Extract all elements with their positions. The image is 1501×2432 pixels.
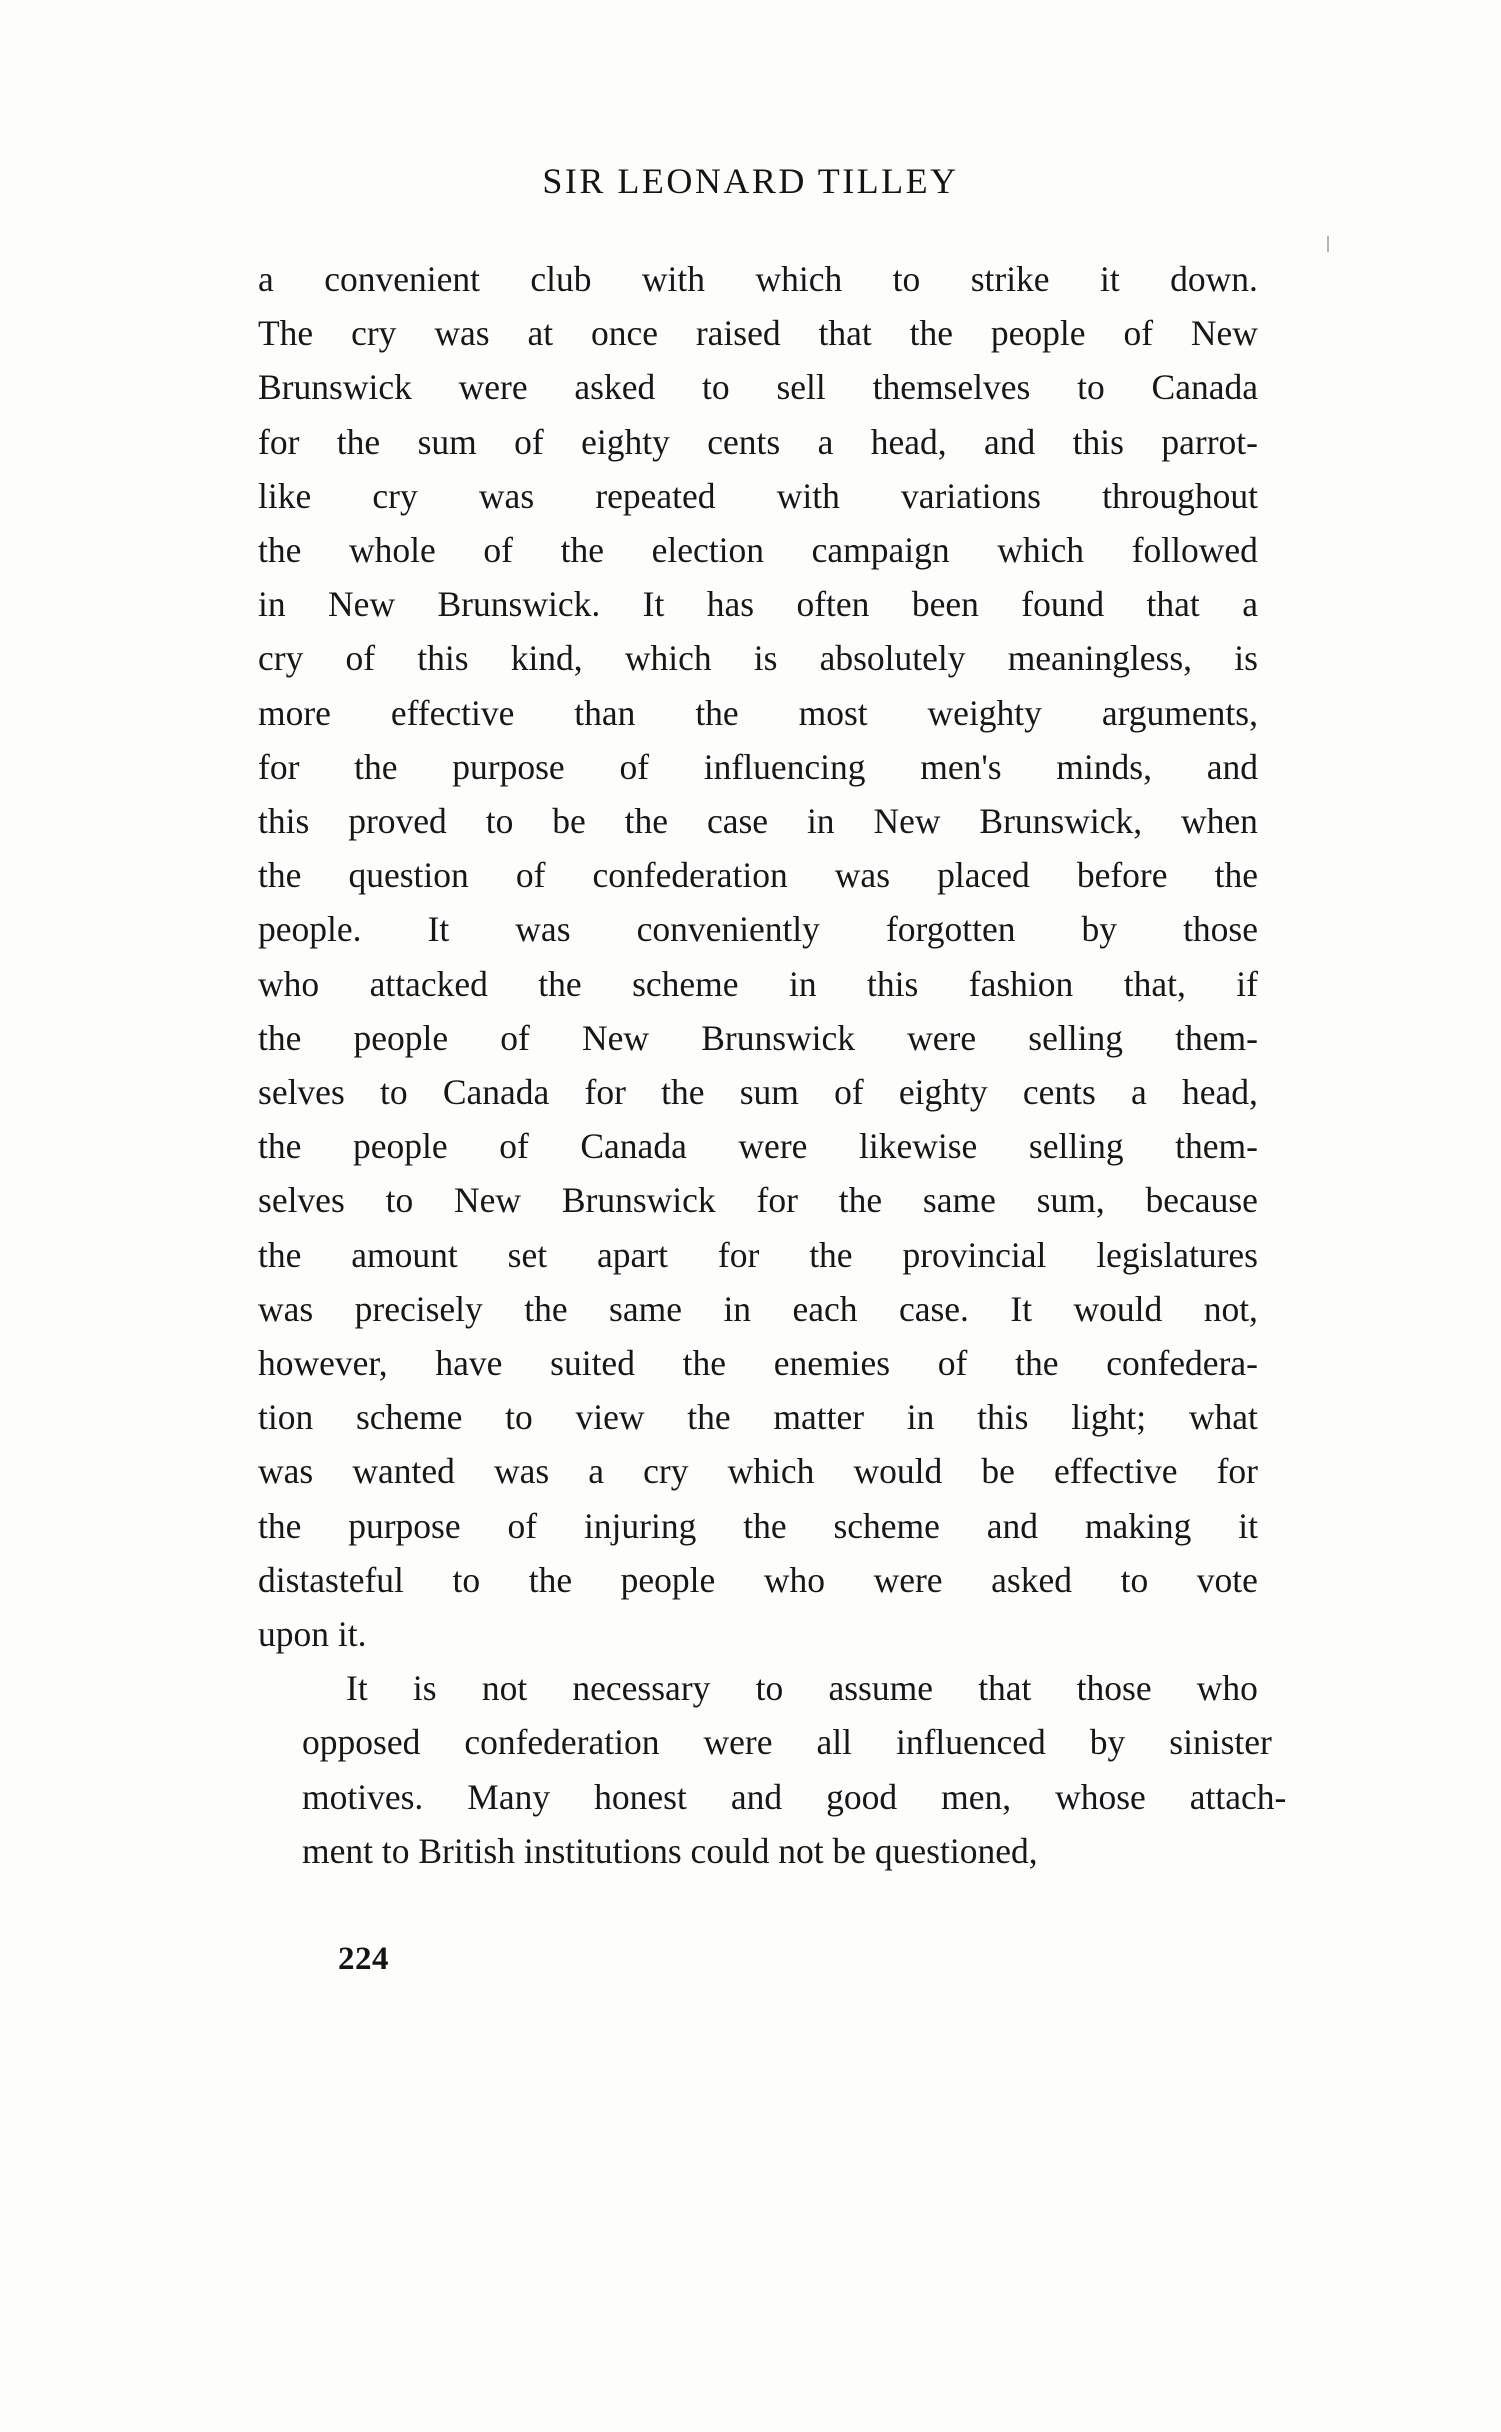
word: vote <box>1196 1559 1258 1600</box>
word: New <box>454 1180 522 1221</box>
word: light; <box>1071 1397 1147 1438</box>
word: Canada <box>1151 367 1258 408</box>
word: when <box>1181 801 1258 842</box>
word: the <box>1015 1343 1059 1384</box>
word: be <box>981 1451 1015 1492</box>
word: the <box>695 692 739 733</box>
text-line <box>258 957 1258 1011</box>
text-line <box>258 1336 1258 1390</box>
word: raised <box>695 313 781 354</box>
text-line <box>258 794 1258 848</box>
word: cry <box>372 475 418 516</box>
word: club <box>530 259 592 299</box>
word: the <box>258 855 302 896</box>
word: in <box>906 1397 935 1438</box>
word: influenced <box>895 1722 1046 1763</box>
page-number: 224 <box>338 1941 389 1977</box>
word: good <box>826 1776 898 1817</box>
word: of <box>937 1343 968 1384</box>
word: Brunswick <box>701 1017 856 1058</box>
word: opposed <box>302 1722 421 1763</box>
word: was <box>515 909 571 950</box>
word: to <box>1077 367 1105 408</box>
word: which <box>624 638 712 679</box>
word: people. <box>258 909 362 950</box>
word: down. <box>1170 259 1258 299</box>
word: influencing <box>703 746 866 787</box>
word: absolutely <box>819 638 966 679</box>
word: the <box>1214 855 1258 896</box>
word: which <box>727 1451 815 1492</box>
word: and <box>986 1505 1039 1546</box>
word: often <box>796 584 870 625</box>
word: the <box>538 963 582 1004</box>
word: set <box>507 1234 548 1275</box>
word: the <box>258 1017 302 1058</box>
word: by <box>1089 1722 1126 1763</box>
word: of <box>507 1505 538 1546</box>
word: weighty <box>927 692 1042 733</box>
word: for <box>756 1180 798 1221</box>
text-line <box>258 848 1258 902</box>
word: the <box>258 1234 302 1275</box>
word: conveniently <box>636 909 820 950</box>
word: Canada <box>442 1072 550 1113</box>
word: more <box>258 692 331 733</box>
word: distasteful <box>258 1559 404 1600</box>
word: same <box>609 1288 682 1329</box>
word: men, <box>941 1776 1012 1817</box>
word: for <box>258 421 300 462</box>
word: whole <box>349 530 436 571</box>
word: confederation <box>464 1722 660 1763</box>
text-line <box>258 1553 1258 1607</box>
word: sell <box>776 367 826 408</box>
text-line <box>258 1390 1258 1444</box>
word: them- <box>1175 1017 1258 1058</box>
text-line <box>258 1119 1258 1173</box>
word: case <box>706 801 769 842</box>
text-line <box>258 306 1258 360</box>
word: is <box>1234 638 1258 679</box>
word: enemies <box>773 1343 891 1384</box>
word: to <box>1120 1559 1149 1600</box>
word: cry <box>351 313 397 354</box>
word: people <box>352 1126 448 1167</box>
word: purpose <box>348 1505 461 1546</box>
word: and <box>730 1776 783 1817</box>
word: with <box>776 475 840 516</box>
word: men's <box>920 746 1002 787</box>
word: were <box>703 1722 773 1763</box>
word: that, <box>1123 963 1186 1004</box>
word: selling <box>1028 1126 1124 1167</box>
word: the <box>524 1288 568 1329</box>
word: were <box>907 1017 977 1058</box>
word: campaign <box>811 530 950 571</box>
word: motives. <box>302 1776 424 1817</box>
word: people <box>990 313 1086 354</box>
word: was <box>834 855 891 896</box>
paragraph-2 <box>258 1661 1287 1878</box>
word: if <box>1236 963 1258 1004</box>
text-line <box>258 631 1258 685</box>
word: tion <box>258 1397 314 1438</box>
word: the <box>560 530 605 571</box>
word: to <box>755 1668 784 1709</box>
word: the <box>682 1343 727 1384</box>
word: of <box>515 855 546 896</box>
word: asked <box>574 367 656 408</box>
word: which <box>997 530 1085 571</box>
word: is <box>753 638 778 679</box>
word: precisely <box>354 1288 483 1329</box>
word: in <box>723 1288 752 1329</box>
word: of <box>500 1017 530 1058</box>
word: the <box>528 1559 573 1600</box>
word: meaningless, <box>1007 638 1193 679</box>
word: than <box>574 692 636 733</box>
word: sum <box>417 421 477 462</box>
word: the <box>336 421 381 462</box>
word: to <box>702 367 730 408</box>
word: sum <box>739 1072 799 1113</box>
word: which <box>755 259 843 299</box>
word: once <box>590 313 658 354</box>
word: be <box>552 801 586 842</box>
word: head, <box>1182 1072 1258 1113</box>
word: view <box>575 1397 645 1438</box>
text-line <box>258 686 1258 740</box>
word: not, <box>1203 1288 1258 1329</box>
word: of <box>619 746 650 787</box>
word: this <box>417 638 469 679</box>
word: in <box>258 584 286 625</box>
word: whose <box>1055 1776 1146 1817</box>
word: it <box>1099 259 1120 299</box>
word: New <box>1190 313 1258 354</box>
word: provincial <box>902 1234 1047 1275</box>
word: It <box>427 909 450 950</box>
word: has <box>706 584 755 625</box>
word: that <box>1146 584 1200 625</box>
word: variations <box>901 475 1041 516</box>
word: sinister <box>1169 1722 1272 1763</box>
word: fashion <box>968 963 1074 1004</box>
word: most <box>798 692 868 733</box>
word: however, <box>258 1343 388 1384</box>
word: like <box>258 475 312 516</box>
word: because <box>1145 1180 1258 1221</box>
word: strike <box>970 259 1050 299</box>
word: It <box>642 584 665 625</box>
page-folio <box>258 1941 1258 1978</box>
word: same <box>922 1180 996 1221</box>
word: New <box>582 1017 650 1058</box>
word: were <box>873 1559 943 1600</box>
word: purpose <box>452 746 565 787</box>
word: eighty <box>898 1072 988 1113</box>
word: been <box>911 584 979 625</box>
word: this <box>867 963 919 1004</box>
word: scheme <box>632 963 739 1004</box>
word: in <box>806 801 835 842</box>
text-line <box>258 1228 1258 1282</box>
word: who <box>258 963 320 1004</box>
word: The <box>258 313 314 354</box>
word: New <box>328 584 396 625</box>
word: the <box>661 1072 705 1113</box>
word: parrot- <box>1161 421 1258 462</box>
word: a <box>258 259 274 299</box>
word: the <box>687 1397 731 1438</box>
word: head, <box>870 421 947 462</box>
word: throughout <box>1102 475 1258 516</box>
word: for <box>258 746 300 787</box>
word: scheme <box>355 1397 463 1438</box>
word: the <box>258 1126 302 1167</box>
text-line <box>258 1770 1287 1824</box>
word: amount <box>351 1234 458 1275</box>
word: cents <box>707 421 781 462</box>
word: the <box>624 801 669 842</box>
word: the <box>743 1505 787 1546</box>
word: suited <box>550 1343 635 1384</box>
word: not <box>481 1668 528 1709</box>
word: that <box>818 313 872 354</box>
word: were <box>458 367 528 408</box>
word: followed <box>1131 530 1258 571</box>
word: found <box>1021 584 1105 625</box>
word: of <box>1123 313 1154 354</box>
word: It <box>1010 1288 1033 1329</box>
text-line <box>258 523 1258 577</box>
word: eighty <box>581 421 670 462</box>
word: is <box>412 1668 437 1709</box>
word: effective <box>390 692 515 733</box>
word: this <box>977 1397 1029 1438</box>
word: question <box>348 855 469 896</box>
word: of <box>499 1126 529 1167</box>
word: the <box>909 313 954 354</box>
word: case. <box>898 1288 969 1329</box>
word: the <box>258 1505 302 1546</box>
word: of <box>483 530 513 571</box>
word: each <box>792 1288 858 1329</box>
word: was <box>434 313 490 354</box>
word: legislatures <box>1096 1234 1258 1275</box>
word: Brunswick <box>258 367 412 408</box>
word: selves <box>258 1180 345 1221</box>
word: placed <box>937 855 1030 896</box>
word: cry <box>643 1451 689 1492</box>
word: repeated <box>595 475 716 516</box>
word: a <box>1242 584 1258 625</box>
word: cry <box>258 638 304 679</box>
word: to <box>892 259 921 299</box>
paragraph-1 <box>258 252 1258 1661</box>
word: in <box>788 963 817 1004</box>
word: a <box>817 421 834 462</box>
word: people <box>353 1017 449 1058</box>
word: cents <box>1022 1072 1096 1113</box>
word: It <box>346 1668 368 1709</box>
word: with <box>641 259 706 299</box>
word: arguments, <box>1101 692 1258 733</box>
word: was <box>258 1288 314 1329</box>
word: of <box>834 1072 864 1113</box>
text-line <box>258 1444 1258 1498</box>
word: was <box>493 1451 550 1492</box>
text-line <box>258 902 1258 956</box>
word: minds, <box>1056 746 1152 787</box>
text-line <box>258 1173 1258 1227</box>
word: themselves <box>872 367 1031 408</box>
word: people <box>620 1559 716 1600</box>
text-line <box>258 740 1258 794</box>
word: forgotten <box>885 909 1016 950</box>
word: who <box>1196 1668 1258 1709</box>
text-line <box>258 252 1258 306</box>
word: for <box>717 1234 760 1275</box>
word: of <box>345 638 376 679</box>
text-line: ment to British institutions could not be questioned, <box>302 1830 1038 1871</box>
word: making <box>1084 1505 1192 1546</box>
word: a <box>1131 1072 1147 1113</box>
page-edge-mark <box>1327 236 1329 252</box>
word: confedera- <box>1106 1343 1258 1384</box>
word: scheme <box>833 1505 940 1546</box>
word: selling <box>1028 1017 1123 1058</box>
word: a <box>588 1451 605 1492</box>
word: attach- <box>1189 1776 1287 1817</box>
word: to <box>505 1397 533 1438</box>
word: those <box>1076 1668 1152 1709</box>
word: those <box>1183 909 1258 950</box>
word: confederation <box>592 855 788 896</box>
word: have <box>435 1343 503 1384</box>
word: convenient <box>324 259 480 299</box>
word: who <box>763 1559 826 1600</box>
text-line <box>258 1715 1272 1769</box>
text-line <box>258 577 1258 631</box>
word: election <box>651 530 765 571</box>
word: the <box>809 1234 853 1275</box>
text-line: upon it. <box>258 1614 367 1655</box>
word: injuring <box>583 1505 697 1546</box>
text-line <box>258 1011 1258 1065</box>
word: was <box>258 1451 314 1492</box>
word: to <box>385 1180 414 1221</box>
text-line <box>258 469 1258 523</box>
body-text <box>258 252 1287 1878</box>
word: New <box>873 801 941 842</box>
word: wanted <box>352 1451 455 1492</box>
word: the <box>838 1180 883 1221</box>
word: at <box>527 313 554 354</box>
word: all <box>816 1722 852 1763</box>
word: Canada <box>580 1126 687 1167</box>
word: by <box>1081 909 1118 950</box>
word: for <box>1216 1451 1258 1492</box>
word: Brunswick <box>561 1180 716 1221</box>
running-head: SIR LEONARD TILLEY <box>542 161 959 201</box>
word: before <box>1076 855 1168 896</box>
word: kind, <box>510 638 583 679</box>
word: and <box>984 421 1036 462</box>
word: would <box>853 1451 943 1492</box>
word: for <box>584 1072 626 1113</box>
word: proved <box>348 801 447 842</box>
word: Many <box>467 1776 551 1817</box>
word: necessary <box>572 1668 711 1709</box>
word: Brunswick. <box>437 584 601 625</box>
word: would <box>1073 1288 1163 1329</box>
text-line <box>258 360 1258 414</box>
word: them- <box>1175 1126 1258 1167</box>
word: apart <box>597 1234 668 1275</box>
word: this <box>1072 421 1124 462</box>
word: asked <box>991 1559 1072 1600</box>
word: attacked <box>369 963 488 1004</box>
word: to <box>379 1072 408 1113</box>
word: it <box>1238 1505 1258 1546</box>
word: were <box>738 1126 808 1167</box>
word: likewise <box>859 1126 978 1167</box>
word: Brunswick, <box>979 801 1143 842</box>
text-line <box>258 1499 1258 1553</box>
word: that <box>978 1668 1032 1709</box>
word: sum, <box>1036 1180 1105 1221</box>
word: was <box>478 475 535 516</box>
word: effective <box>1053 1451 1178 1492</box>
word: the <box>258 530 302 571</box>
text-line <box>258 415 1258 469</box>
word: to <box>452 1559 481 1600</box>
word: matter <box>773 1397 865 1438</box>
word: assume <box>828 1668 933 1709</box>
word: and <box>1206 746 1258 787</box>
word: of <box>514 421 544 462</box>
word: the <box>354 746 398 787</box>
text-line <box>258 1065 1258 1119</box>
word: to <box>485 801 514 842</box>
word: what <box>1188 1397 1258 1438</box>
text-line <box>258 1282 1258 1336</box>
word: honest <box>594 1776 687 1817</box>
text-line <box>258 1661 1258 1715</box>
word: selves <box>258 1072 345 1113</box>
word: this <box>258 801 310 842</box>
